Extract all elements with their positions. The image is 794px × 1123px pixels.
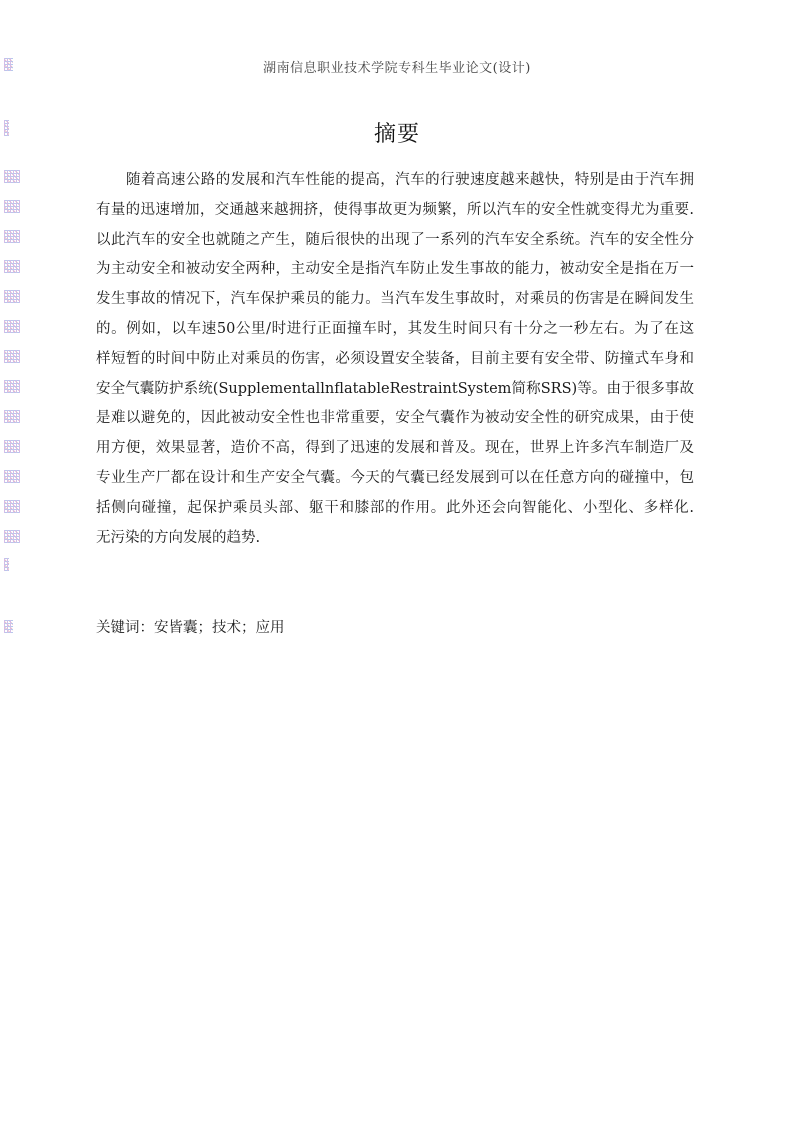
margin-artifact bbox=[4, 500, 20, 513]
abstract-line: 的。例如，以车速50公里/时进行正面撞车时，其发生时间只有十分之一秒左右。为了在这 bbox=[96, 320, 694, 337]
page-title: 摘要 bbox=[373, 122, 420, 147]
abstract-line: 以此汽车的安全也就随之产生，随后很快的出现了一系列的汽车安全系统。汽车的安全性分 bbox=[96, 231, 694, 248]
margin-artifact bbox=[4, 290, 20, 303]
abstract-line: 样短暂的时间中防止对乘员的伤害，必须设置安全装备，目前主要有安全带、防撞式车身和 bbox=[96, 350, 694, 367]
margin-artifact bbox=[4, 260, 20, 273]
margin-artifact bbox=[4, 320, 20, 333]
abstract-line: 随着高速公路的发展和汽车性能的提高，汽车的行驶速度越来越快，特别是由于汽车拥 bbox=[126, 172, 694, 188]
abstract-line: 专业生产厂都在设计和生产安全气囊。今天的气囊已经发展到可以在任意方向的碰撞中，包 bbox=[96, 469, 694, 486]
page-header: 湖南信息职业技术学院专科生毕业论文(设计) bbox=[263, 61, 531, 76]
abstract-line: 安全气囊防护系统(SupplementallnflatableRestraintSystem简称SRS)等。由于很多事故 bbox=[96, 380, 694, 397]
margin-artifact bbox=[4, 470, 20, 483]
margin-artifact bbox=[4, 530, 20, 543]
margin-artifact bbox=[4, 350, 20, 363]
margin-artifact bbox=[4, 170, 20, 183]
keywords: 关键词：安皆囊；技术；应用 bbox=[96, 620, 285, 636]
abstract-line: 发生事故的情况下，汽车保护乘员的能力。当汽车发生事故时，对乘员的伤害是在瞬间发生 bbox=[96, 291, 694, 308]
margin-artifact bbox=[4, 558, 9, 571]
left-margin-artifacts bbox=[4, 0, 24, 1123]
abstract-line: 有量的迅速增加，交通越来越拥挤，使得事故更为频繁，所以汽车的安全性就变得尤为重要. bbox=[96, 201, 694, 218]
margin-artifact bbox=[4, 620, 13, 633]
margin-artifact bbox=[4, 380, 20, 393]
abstract-line: 是难以避免的，因此被动安全性也非常重要，安全气囊作为被动安全性的研究成果，由于使 bbox=[96, 410, 694, 427]
abstract-line: 无污染的方向发展的趋势. bbox=[96, 529, 261, 546]
margin-artifact bbox=[4, 230, 20, 243]
abstract-line: 用方便，效果显著，造价不高，得到了迅速的发展和普及。现在，世界上许多汽车制造厂及 bbox=[96, 440, 694, 457]
abstract-line: 括侧向碰撞，起保护乘员头部、躯干和膝部的作用。此外还会向智能化、小型化、多样化. bbox=[96, 499, 694, 516]
abstract-body bbox=[96, 166, 694, 553]
abstract-line: 为主动安全和被动安全两种，主动安全是指汽车防止发生事故的能力，被动安全是指在万一 bbox=[96, 261, 694, 278]
margin-artifact bbox=[4, 200, 20, 213]
margin-artifact bbox=[4, 440, 20, 453]
margin-artifact bbox=[4, 410, 20, 423]
